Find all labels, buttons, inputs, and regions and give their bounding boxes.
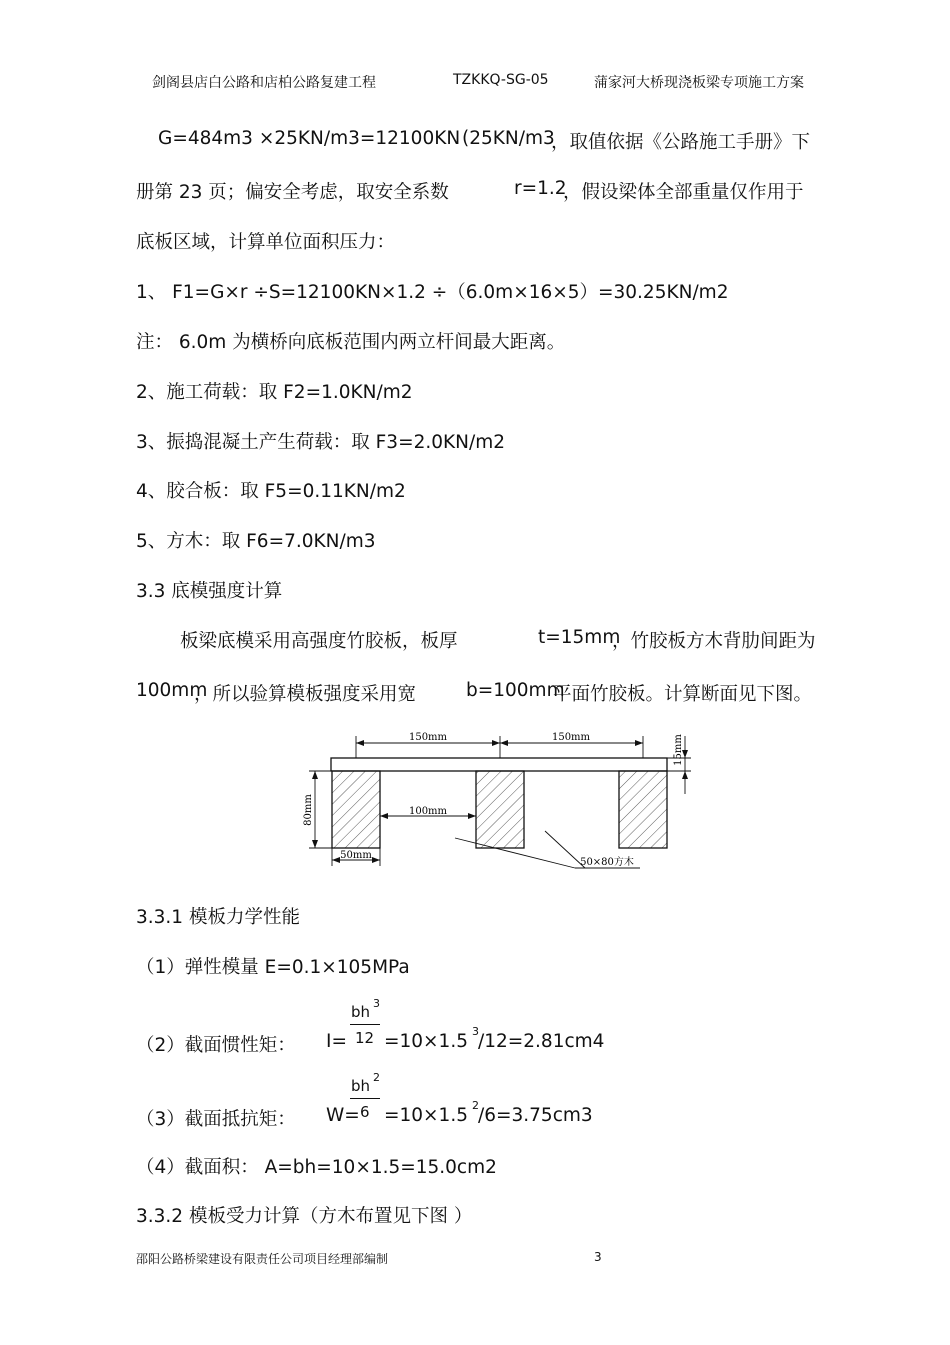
- section-heading-3-3: 3.3 底模强度计算: [136, 581, 283, 602]
- text-line-1c: ，取值依据《公路施工手册》下: [551, 132, 811, 153]
- header-project: 剑阁县店白公路和店柏公路复建工程: [152, 75, 376, 91]
- formula-1-fraction-bar: [350, 1024, 380, 1025]
- text-line-3: 底板区域，计算单位面积压力：: [136, 232, 396, 253]
- text-line-12a: 100mm: [136, 680, 208, 701]
- batten-left: [332, 771, 380, 848]
- formula-2-denominator: 6: [360, 1103, 370, 1121]
- text-line-15a: （2）截面惯性矩：: [136, 1035, 296, 1056]
- header-code: TZKKQ-SG-05: [453, 72, 549, 88]
- formula-2-num-exponent: 2: [373, 1071, 380, 1084]
- text-line-16d: /6=3.75cm3: [478, 1105, 593, 1126]
- text-line-15b: I=: [326, 1031, 347, 1052]
- text-line-12c: b=100mm: [466, 680, 565, 701]
- text-line-8: 4、胶合板：取 F5=0.11KN/m2: [136, 481, 406, 502]
- header-doc-title: 蒲家河大桥现浇板梁专项施工方案: [594, 75, 804, 91]
- text-line-12d: 平面竹胶板。计算断面见下图。: [553, 684, 813, 705]
- text-line-2a: 册第 23 页；偏安全考虑，取安全系数: [136, 182, 449, 203]
- dim-label-80: 80mm: [303, 794, 314, 826]
- text-line-6: 2、施工荷载：取 F2=1.0KN/m2: [136, 382, 413, 403]
- text-line-4: 1、 F1=G×r ÷S=12100KN×1.2 ÷（6.0m×16×5）=30.25KN/m2: [136, 282, 729, 303]
- text-line-11b: t=15mm: [538, 627, 621, 648]
- text-line-1b: (25KN/m3: [462, 128, 555, 149]
- callout-label-batten: 50×80方木: [580, 857, 634, 868]
- formula-1-num-exponent: 3: [373, 997, 380, 1010]
- text-line-12b: ，所以验算模板强度采用宽: [194, 684, 417, 705]
- section-heading-3-3-2: 3.3.2 模板受力计算（方木布置见下图 ）: [136, 1206, 473, 1227]
- dim-label-150-right: 150mm: [551, 732, 591, 743]
- text-line-9: 5、方木：取 F6=7.0KN/m3: [136, 531, 376, 552]
- formula-2-numerator: bh: [351, 1077, 371, 1095]
- formula-2-exponent: 2: [472, 1099, 479, 1112]
- text-line-2b: r=1.2: [514, 178, 567, 199]
- formula-1-numerator: bh: [351, 1003, 371, 1021]
- plywood-plate: [331, 758, 667, 771]
- text-line-11a: 板梁底模采用高强度竹胶板，板厚: [180, 631, 458, 652]
- text-line-16a: （3）截面抵抗矩：: [136, 1109, 296, 1130]
- text-line-11c: ，竹胶板方木背肋间距为: [612, 631, 816, 652]
- cross-section-figure: [295, 728, 695, 873]
- text-line-16c: =10×1.5: [384, 1105, 468, 1126]
- footer-company: 邵阳公路桥梁建设有限责任公司项目经理部编制: [136, 1252, 389, 1266]
- dim-label-15: 15mm: [673, 734, 684, 766]
- section-heading-3-3-1: 3.3.1 模板力学性能: [136, 907, 300, 928]
- text-line-1a: G=484m3 ×25KN/m3=12100KN: [158, 128, 461, 149]
- dim-label-50: 50mm: [340, 850, 372, 861]
- text-line-17: （4）截面积： A=bh=10×1.5=15.0cm2: [136, 1157, 497, 1178]
- dim-label-150-left: 150mm: [408, 732, 448, 743]
- batten-right: [619, 771, 667, 848]
- text-line-5: 注： 6.0m 为横桥向底板范围内两立杆间最大距离。: [136, 332, 566, 353]
- formula-2-fraction-bar: [350, 1098, 380, 1099]
- formula-1-denominator: 12: [355, 1029, 375, 1047]
- text-line-15d: /12=2.81cm4: [478, 1031, 605, 1052]
- text-line-2c: ，假设梁体全部重量仅作用于: [563, 182, 804, 203]
- dim-label-100: 100mm: [408, 806, 448, 817]
- text-line-14: （1）弹性模量 E=0.1×105MPa: [136, 957, 410, 978]
- page-number: 3: [594, 1250, 602, 1264]
- text-line-15c: =10×1.5: [384, 1031, 468, 1052]
- text-line-7: 3、振捣混凝土产生荷载：取 F3=2.0KN/m2: [136, 432, 505, 453]
- formula-1-exponent: 3: [472, 1025, 479, 1038]
- text-line-16b: W=: [326, 1105, 360, 1126]
- batten-middle: [476, 771, 524, 848]
